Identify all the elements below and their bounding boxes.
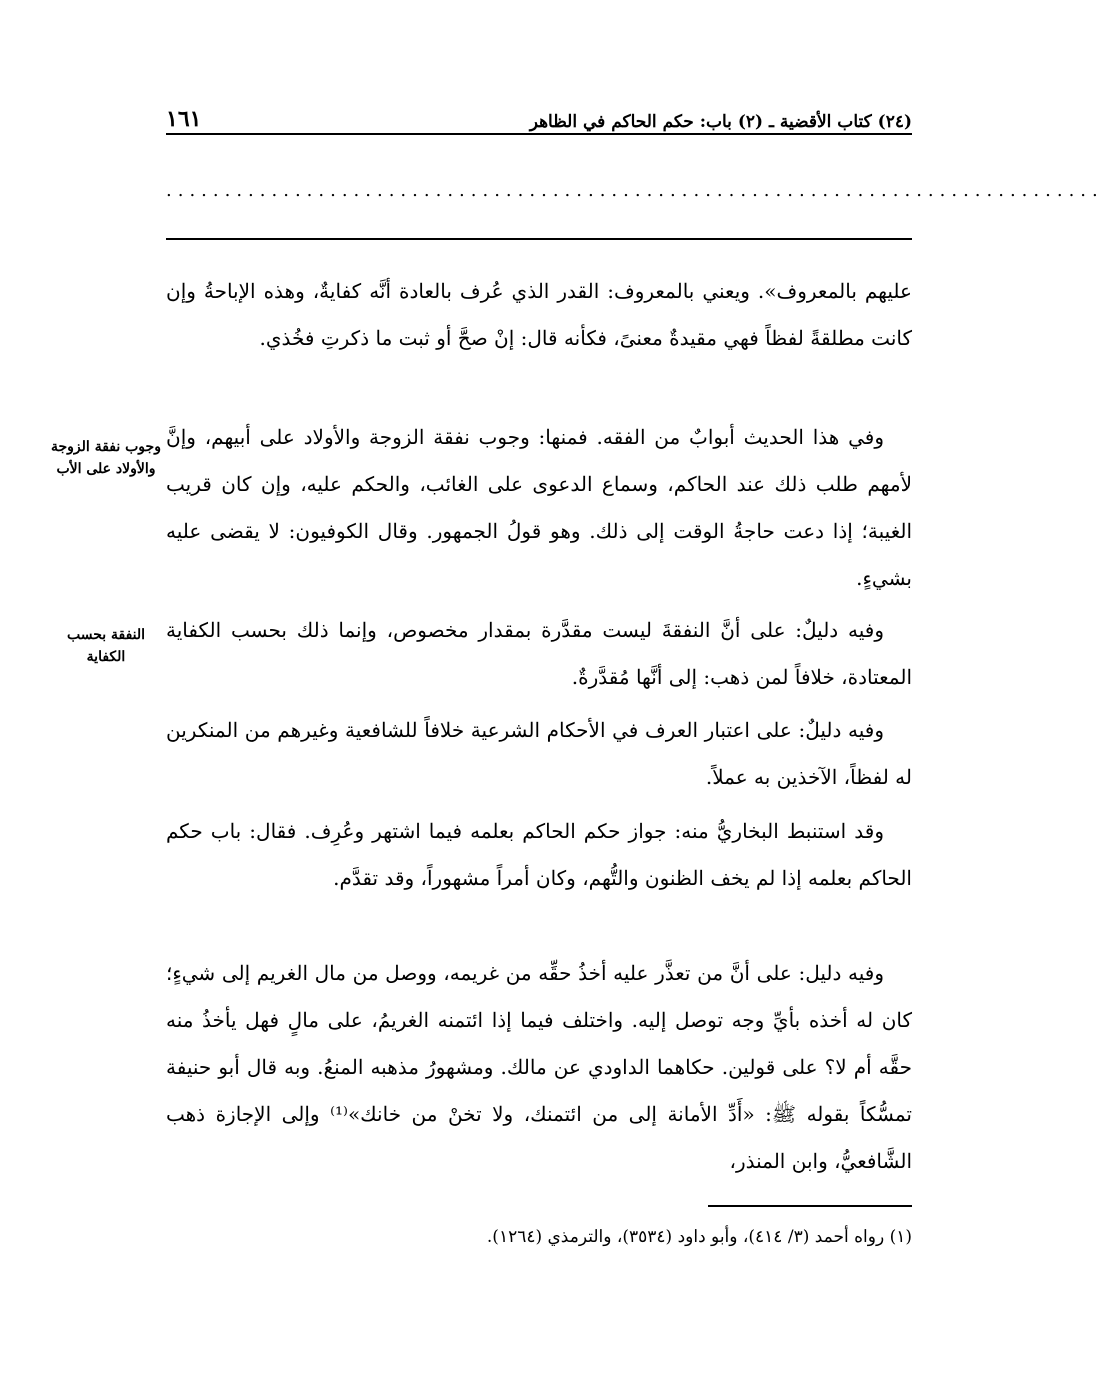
omission-dots: ................................................................................	[166, 180, 1104, 201]
paragraph-6: وفيه دليل: على أنَّ من تعذَّر عليه أخذُ حقِّه من غريمه، ووصل من مال الغريم إلى شيءٍ؛ كان له أخذه بأيِّ وجه توصل إليه. واختلف فيما إذا ائتمنه الغريمُ، على مالٍ فهل يأخذُ منه حقَّه أم لا؟ على قولين. حكاهما الداودي عن مالك. ومشهورُ مذهبه المنعُ. وبه قال أبو حنيفة تمسُّكاً بقوله ﷺ: «أَدِّ الأمانة إلى من ائتمنك، ولا تخنْ من خانك»⁽¹⁾ وإلى الإجازة ذهب الشَّافعيُّ، وابن المنذر،	[166, 961, 912, 1173]
paragraph-5: وقد استنبط البخاريُّ منه: جواز حكم الحاكم بعلمه فيما اشتهر وعُرِف. فقال: باب حكم الحاكم بعلمه إذا لم يخف الظنون والتُّهم، وكان أمراً مشهوراً، وقد تقدَّم.	[166, 819, 912, 890]
footnote: (١) رواه أحمد (٣/ ٤١٤)، وأبو داود (٣٥٣٤)، والترمذي (١٢٦٤).	[486, 1227, 912, 1247]
header-rule	[166, 133, 912, 135]
paragraph-1: عليهم بالمعروف». ويعني بالمعروف: القدر الذي عُرف بالعادة أنَّه كفايةٌ، وهذه الإباحةُ وإن كانت مطلقةً لفظاً فهي مقيدةٌ معنىً، فكأنه قال: إنْ صحَّ أو ثبت ما ذكرتِ فخُذي.	[166, 279, 912, 350]
running-title: (٢٤) كتاب الأقضية ـ (٢) باب: حكم الحاكم في الظاهر	[529, 112, 912, 132]
page-header	[166, 98, 912, 132]
margin-note-maintenance: وجوب نفقة الزوجة والأولاد على الأب	[51, 439, 161, 477]
margin-note-sufficiency: النفقة بحسب الكفاية	[66, 627, 146, 665]
paragraph-3: وفيه دليلٌ: على أنَّ النفقةَ ليست مقدَّرة بمقدار مخصوص، وإنما ذلك بحسب الكفاية المعتادة، خلافاً لمن ذهب: إلى أنَّها مُقدَّرةٌ.	[166, 618, 912, 689]
paragraph-4: وفيه دليلٌ: على اعتبار العرف في الأحكام الشرعية خلافاً للشافعية وغيرهم من المنكرين له لفظاً، الآخذين به عملاً.	[166, 718, 912, 789]
page-number: ١٦١	[166, 106, 202, 132]
separator-rule	[166, 238, 912, 240]
footnote-rule	[708, 1205, 912, 1207]
paragraph-2: وفي هذا الحديث أبوابٌ من الفقه. فمنها: وجوب نفقة الزوجة والأولاد على أبيهم، وإنَّ لأمهم طلب ذلك عند الحاكم، وسماع الدعوى على الغائب، والحكم عليه، وإن كان قريب الغيبة؛ إذا دعت حاجةُ الوقت إلى ذلك. وهو قولُ الجمهور. وقال الكوفيون: لا يقضى عليه بشيءٍ.	[166, 425, 912, 590]
